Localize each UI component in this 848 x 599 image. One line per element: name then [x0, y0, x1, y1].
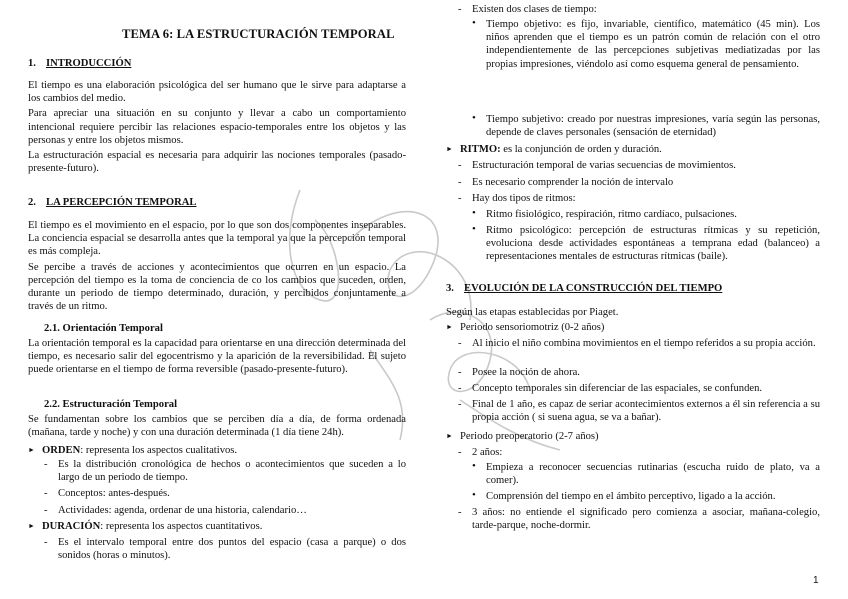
arrow-bullet-icon: ►: [446, 323, 453, 331]
list-item: - Es la distribución cronológica de hechos o acontecimientos que suceden a lo largo de un periodo de tiempo.: [44, 459, 406, 484]
subsection-heading-estructuracion: 2.2. Estructuración Temporal: [44, 399, 178, 410]
periodo-item: ► Periodo sensoriomotriz (0-2 años): [446, 322, 605, 333]
orden-item: ► ORDEN: representa los aspectos cualitativos.: [28, 445, 238, 456]
subsection-heading-orientacion: 2.1. Orientación Temporal: [44, 323, 163, 334]
intro-paragraphs: [28, 79, 406, 175]
paragraph: Se percibe a través de acciones y acontecimientos que ocurren en un espacio. La percepción del tiempo es la toma de conciencia de co los cambios que suceden, orden, durante un periodo de tiempo determinado, duración, y percibidos conjuntamente a través de un ritmo.: [28, 261, 406, 313]
page-title: TEMA 6: LA ESTRUCTURACIÓN TEMPORAL: [122, 27, 395, 41]
paragraph: La estructuración espacial es necesaria para adquirir las nociones temporales (pasado-presente-futuro).: [28, 150, 406, 175]
list-item: - Final de 1 año, es capaz de seriar acontecimientos externos a él sin referencia a su propia acción ( si suena agua, se va a bañar).: [458, 399, 820, 424]
periodo-item: ► Periodo preoperatorio (2-7 años): [446, 431, 599, 442]
arrow-bullet-icon: ►: [28, 522, 35, 530]
list-item: • Tiempo objetivo: es fijo, invariable, científico, matemático (45 min). Los niños aprenden que el tiempo es un patrón común de relación con el otro independientemente de las percepciones subjetivas mediatizadas por las propias impresiones, viéndolo así como esquema general de pensamiento.: [472, 17, 820, 70]
list-item: - Posee la noción de ahora.: [458, 367, 580, 378]
list-item: - Al inicio el niño combina movimientos en el tiempo referidos a su propia acción.: [458, 338, 816, 349]
paragraph: Para apreciar una situación en su conjunto y llevar a cabo un comportamiento intencional requiere percibir las relaciones espacio-temporales entre los objetos y las personas y entre los objetos mismos.: [28, 108, 406, 146]
paragraph: El tiempo es una elaboración psicológica del ser humano que le sirve para adaptarse a los cambios del medio.: [28, 80, 406, 105]
ritmo-item: ► RITMO: es la conjunción de orden y duración.: [446, 144, 662, 155]
list-item: • Empieza a reconocer secuencias rutinarias (escucha ruido de plato, va a comer).: [472, 460, 820, 487]
paragraph: Según las etapas establecidas por Piaget.: [446, 307, 619, 318]
arrow-bullet-icon: ►: [28, 446, 35, 454]
list-item: - Estructuración temporal de varias secuencias de movimientos.: [458, 160, 736, 171]
list-item: • Tiempo subjetivo: creado por nuestras impresiones, varía según las personas, depende de claves personales (sensación de eternidad): [472, 112, 820, 139]
arrow-bullet-icon: ►: [446, 432, 453, 440]
list-item: • Ritmo fisiológico, respiración, ritmo cardíaco, pulsaciones.: [472, 207, 737, 220]
list-item: • Ritmo psicológico: percepción de estructuras rítmicas y su repetición, evoluciona desde actividades espontáneas a temprana edad (balanceo) a representaciones mentales de estructuras rítmicas (baile).: [472, 223, 820, 263]
duracion-item: ► DURACIÓN: representa los aspectos cuantitativos.: [28, 521, 263, 532]
list-item: • Comprensión del tiempo en el ámbito perceptivo, ligado a la acción.: [472, 489, 776, 502]
paragraph: El tiempo es el movimiento en el espacio, por lo que son dos componentes inseparables. La conciencia espacial se desarrolla antes que la temporal ya que la percepción temporal es más compleja.: [28, 220, 406, 258]
section-heading-evolucion: 3. EVOLUCIÓN DE LA CONSTRUCCIÓN DEL TIEMPO: [446, 283, 723, 294]
page-number: 1: [813, 575, 819, 586]
paragraph: La orientación temporal es la capacidad para orientarse en una dirección determinada del tiempo, es necesario salir del egocentrismo y la aparición de la reversibilidad. El sujeto puede orientarse en el tiempo de forma reversible (pasado-presente-futuro).: [28, 338, 406, 376]
list-item: - Existen dos clases de tiempo:: [458, 4, 597, 15]
list-item: - Actividades: agenda, ordenar de una historia, calendario…: [44, 505, 307, 516]
list-item: - Concepto temporales sin diferenciar de las espaciales, se confunden.: [458, 383, 763, 394]
list-item: - 3 años: no entiende el significado pero comienza a asociar, mañana-colegio, tarde-parque, noche-dormir.: [458, 507, 820, 532]
list-item: - Es necesario comprender la noción de intervalo: [458, 177, 674, 188]
list-item: - 2 años:: [458, 447, 503, 458]
section-heading-percepcion: 2. LA PERCEPCIÓN TEMPORAL: [28, 197, 197, 208]
list-item: - Es el intervalo temporal entre dos puntos del espacio (casa a parque) o dos sonidos (horas o minutos).: [44, 537, 406, 562]
arrow-bullet-icon: ►: [446, 145, 453, 153]
paragraph: Se fundamentan sobre los cambios que se perciben día a día, de forma ordenada (mañana, tarde y noche) y con una duración determinada (1 día tiene 24h).: [28, 414, 406, 439]
list-item: - Conceptos: antes-después.: [44, 488, 170, 499]
percepcion-paragraphs: [28, 219, 406, 313]
section-heading-introduccion: 1. INTRODUCCIÓN: [28, 58, 132, 69]
list-item: - Hay dos tipos de ritmos:: [458, 193, 576, 204]
